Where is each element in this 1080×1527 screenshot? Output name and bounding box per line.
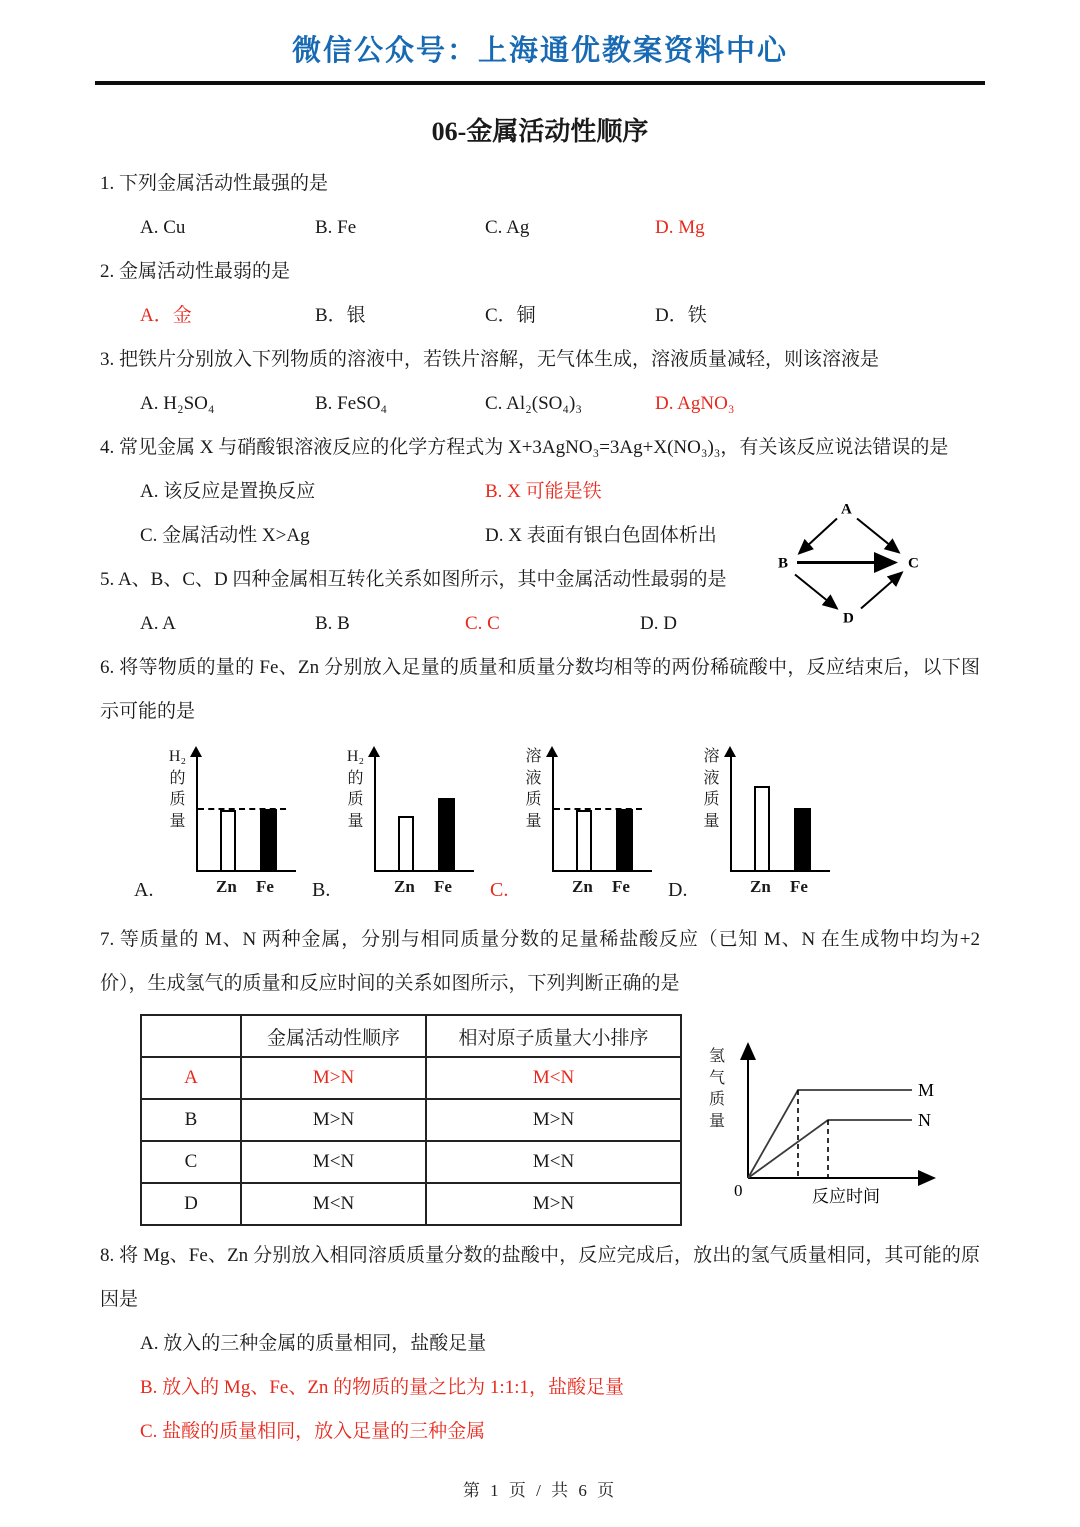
option-d: D. D	[640, 613, 677, 634]
option-a: A. Cu	[140, 217, 186, 238]
option-b: B．银	[315, 305, 366, 326]
table-row-b	[141, 1099, 681, 1141]
zn-bar	[220, 810, 236, 870]
y-axis-label: H₂的质量	[346, 748, 365, 830]
row-activity: M>N	[241, 1057, 426, 1099]
option-c: C. Al₂(SO₄)₃	[485, 393, 582, 414]
option-letter-a: A.	[134, 879, 154, 901]
y-axis-label: 溶液质量	[703, 748, 720, 830]
question-1-text: 1. 下列金属活动性最强的是	[100, 173, 329, 194]
y-axis-label: 溶液质量	[525, 748, 542, 830]
table-row-c	[141, 1141, 681, 1183]
bar-chart-solution-equal	[520, 744, 662, 900]
question-1-options	[100, 206, 980, 250]
y-axis-label: 氢气质量	[708, 1048, 725, 1130]
node-label-d: D	[843, 610, 854, 627]
option-d: D. X 表面有银白色固体析出	[485, 525, 717, 546]
line-chart-canvas	[730, 1030, 960, 1215]
bar-chart-h2-fe-more	[342, 744, 484, 900]
dashed-drop-lines	[798, 1090, 828, 1178]
option-d-answer: D. AgNO₃	[655, 393, 735, 414]
header-banner	[95, 28, 985, 85]
row-option: B	[141, 1099, 241, 1141]
row-option: D	[141, 1183, 241, 1225]
series-lines	[748, 1090, 912, 1178]
option-b: B. B	[315, 613, 350, 634]
option-a-answer: A．金	[140, 305, 192, 326]
row-activity: M<N	[241, 1141, 426, 1183]
option-letter-c-answer: C.	[490, 879, 509, 901]
table-row-d	[141, 1183, 681, 1225]
zn-bar	[754, 786, 770, 870]
answer-options-table	[140, 1014, 682, 1226]
option-a: A. H₂SO₄	[140, 393, 215, 414]
option-d-answer: D. Mg	[655, 217, 705, 238]
footer-page-number: 第 1 页 / 共 6 页	[462, 1481, 618, 1500]
zn-bar	[398, 816, 414, 870]
option-c-answer: C. 盐酸的质量相同，放入足量的三种金属	[140, 1421, 486, 1442]
row-activity: M<N	[241, 1183, 426, 1225]
node-label-c: C	[908, 555, 919, 572]
fe-label: Fe	[434, 877, 452, 896]
node-label-b: B	[778, 555, 789, 572]
chart-option-b	[312, 744, 490, 904]
chart-option-a	[134, 744, 312, 904]
question-2-text: 2. 金属活动性最弱的是	[100, 261, 291, 282]
fe-bar	[438, 798, 455, 870]
question-6-text: 6. 将等物质的量的 Fe、Zn 分别放入足量的质量和质量分数均相等的两份稀硫酸中，反应结束后，以下图示可能的是	[100, 657, 980, 722]
diagram-arrows	[795, 519, 902, 609]
question-7	[100, 918, 980, 1226]
y-axis-label: H₂的质量	[168, 748, 187, 830]
question-7-text: 7. 等质量的 M、N 两种金属，分别与相同质量分数的足量稀盐酸反应（已知 M、N 在生成物中均为+2 价），生成氢气的质量和反应时间的关系如图所示，下列判断正确的是	[100, 929, 980, 994]
metal-conversion-diagram	[775, 494, 925, 634]
option-c-answer: C. C	[465, 613, 500, 634]
row-option: A	[141, 1057, 241, 1099]
option-letter-b: B.	[312, 879, 331, 901]
x-axis-label: 反应时间	[812, 1187, 880, 1206]
row-atomic-mass: M>N	[426, 1099, 681, 1141]
option-letter-d: D.	[668, 879, 688, 901]
row-atomic-mass: M<N	[426, 1057, 681, 1099]
table-row-a-answer	[141, 1057, 681, 1099]
series-m-label: M	[918, 1080, 935, 1100]
header-atomic-mass: 相对原子质量大小排序	[426, 1015, 681, 1057]
zn-label: Zn	[394, 877, 415, 896]
series-n-label: N	[918, 1110, 931, 1130]
zn-label: Zn	[750, 877, 771, 896]
option-c: C. Ag	[485, 217, 530, 238]
question-7-body	[100, 1014, 980, 1226]
question-6	[100, 646, 980, 904]
chart-option-d	[668, 744, 846, 904]
question-6-charts	[100, 744, 980, 904]
option-b: B. FeSO₄	[315, 393, 388, 414]
chart-axes	[730, 752, 830, 896]
question-5-text: 5. A、B、C、D 四种金属相互转化关系如图所示，其中金属活动性最弱的是	[100, 569, 727, 590]
fe-label: Fe	[790, 877, 808, 896]
node-label-a: A	[841, 501, 852, 518]
option-b-answer: B. X 可能是铁	[485, 481, 602, 502]
h2-vs-time-line-chart	[706, 1030, 961, 1215]
chart-option-c	[490, 744, 668, 904]
option-a: A. A	[140, 613, 176, 634]
option-c: C. 金属活动性 X>Ag	[140, 525, 310, 546]
row-activity: M>N	[241, 1099, 426, 1141]
fe-bar	[794, 808, 811, 870]
bar-chart-h2-equal	[164, 744, 306, 900]
question-8	[100, 1234, 980, 1454]
page-title: 06-金属活动性顺序	[431, 117, 649, 146]
zn-label: Zn	[572, 877, 593, 896]
origin-label: 0	[734, 1181, 743, 1200]
fe-label: Fe	[256, 877, 274, 896]
bar-chart-solution-zn-more	[698, 744, 840, 900]
fe-bar	[260, 809, 277, 870]
zn-label: Zn	[216, 877, 237, 896]
zn-bar	[576, 810, 592, 870]
option-d: D．铁	[655, 305, 707, 326]
chart-axes	[196, 752, 296, 896]
question-3-text: 3. 把铁片分别放入下列物质的溶液中，若铁片溶解，无气体生成，溶液质量减轻，则该溶液是	[100, 349, 880, 370]
table-header-row	[141, 1015, 681, 1057]
row-atomic-mass: M>N	[426, 1183, 681, 1225]
option-b-answer: B. 放入的 Mg、Fe、Zn 的物质的量之比为 1:1:1，盐酸足量	[140, 1377, 624, 1398]
header-blank	[141, 1015, 241, 1057]
option-a: A. 该反应是置换反应	[140, 481, 316, 502]
fe-label: Fe	[612, 877, 630, 896]
option-a: A. 放入的三种金属的质量相同，盐酸足量	[140, 1333, 487, 1354]
question-3	[100, 338, 980, 426]
question-2-options	[100, 294, 980, 338]
question-1	[100, 162, 980, 250]
question-2	[100, 250, 980, 338]
row-atomic-mass: M<N	[426, 1141, 681, 1183]
option-b: B. Fe	[315, 217, 357, 238]
question-8-text: 8. 将 Mg、Fe、Zn 分别放入相同溶质质量分数的盐酸中，反应完成后，放出的氢气质量相同，其可能的原因是	[100, 1245, 980, 1310]
question-4-text: 4. 常见金属 X 与硝酸银溶液反应的化学方程式为 X+3AgNO₃=3Ag+X(NO₃)₃，有关该反应说法错误的是	[100, 437, 949, 458]
wechat-account-title: 微信公众号：上海通优教案资料中心	[291, 35, 788, 67]
chart-axes	[374, 752, 474, 896]
header-activity: 金属活动性顺序	[241, 1015, 426, 1057]
option-c: C．铜	[485, 305, 536, 326]
question-3-options	[100, 382, 980, 426]
chart-axes	[552, 752, 652, 896]
row-option: C	[141, 1141, 241, 1183]
fe-bar	[616, 809, 633, 870]
